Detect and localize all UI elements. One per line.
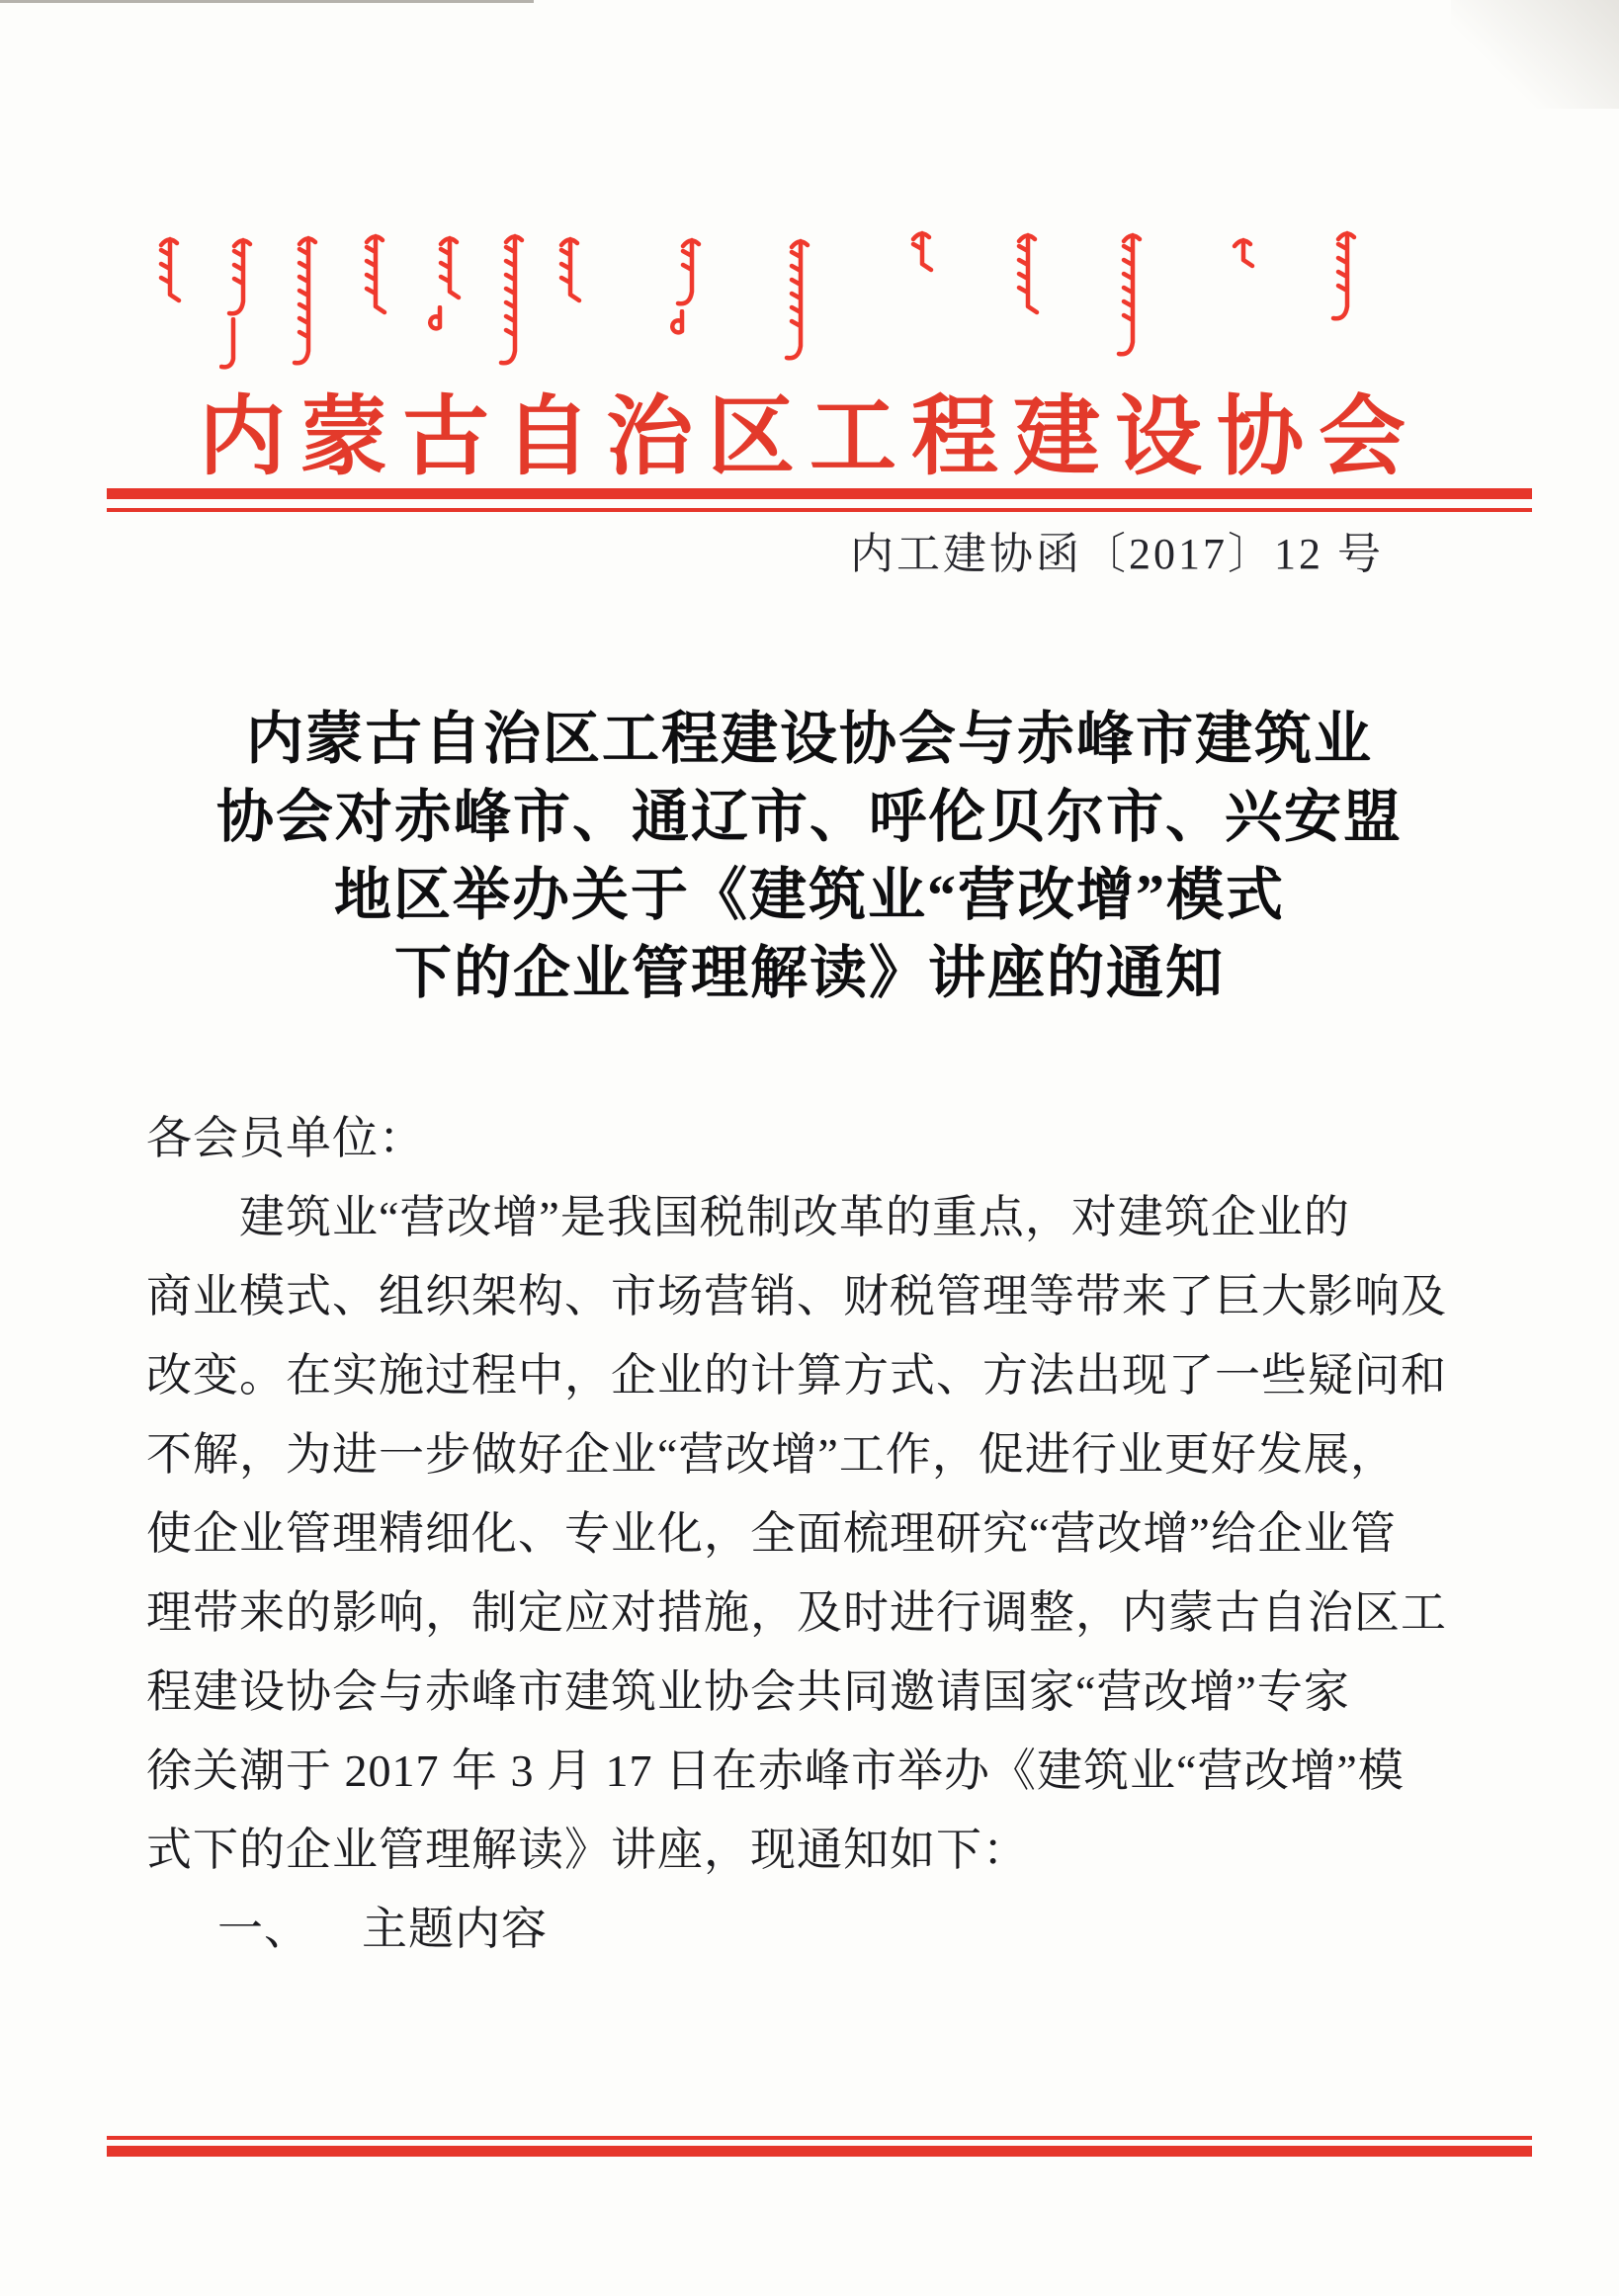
- body-text-line: 理带来的影响，制定应对措施，及时进行调整，内蒙古自治区工: [146, 1587, 1447, 1638]
- header-rule-thick: [107, 488, 1532, 499]
- notice-title: [109, 700, 1510, 1012]
- notice-title-line: 下的企业管理解读》讲座的通知: [393, 941, 1225, 1005]
- section-heading: [146, 1890, 1483, 1969]
- section-number: 一、: [217, 1904, 310, 1954]
- section-title: 主题内容: [362, 1904, 548, 1954]
- mongolian-letter: [153, 233, 187, 322]
- mongolian-letter: [905, 227, 939, 292]
- mongolian-letter: [292, 232, 325, 379]
- body-text-line: 不解，为进一步做好企业“营改增”工作，促进行业更好发展，: [146, 1429, 1397, 1480]
- header-rule-thin: [107, 508, 1532, 512]
- mongolian-letter: [784, 235, 817, 374]
- organization-title: 内蒙古自治区工程建设协会: [198, 390, 1420, 486]
- footer-rule-thin: [107, 2136, 1532, 2140]
- mongolian-letter: [359, 230, 392, 334]
- mongolian-letter: [554, 233, 587, 322]
- notice-title-line: 内蒙古自治区工程建设协会与赤峰市建筑业: [245, 707, 1373, 771]
- notice-body: [146, 1099, 1483, 1969]
- body-text-line: 商业模式、组织架构、市场营销、财税管理等带来了巨大影响及: [146, 1271, 1447, 1321]
- mongolian-script: [0, 0, 1619, 415]
- footer-rule-thick: [107, 2146, 1532, 2157]
- body-text-line: 建筑业“营改增”是我国税制改革的重点，对建筑企业的: [239, 1192, 1350, 1242]
- body-text-line: 徐关潮于 2017 年 3 月 17 日在赤峰市举办《建筑业“营改增”模: [146, 1745, 1405, 1796]
- body-text-line: 改变。在实施过程中，企业的计算方式、方法出现了一些疑问和: [146, 1350, 1447, 1401]
- salutation: 各会员单位：: [146, 1113, 425, 1163]
- mongolian-letter-suffix: [668, 309, 692, 345]
- body-text-line: 式下的企业管理解读》讲座，现通知如下：: [146, 1825, 1029, 1875]
- notice-title-line: 地区举办关于《建筑业“营改增”模式: [333, 863, 1285, 927]
- mongolian-letter-suffix: [219, 317, 243, 373]
- mongolian-letter: [1011, 229, 1045, 334]
- notice-title-line: 协会对赤峰市、通辽市、呼伦贝尔市、兴安盟: [215, 785, 1403, 849]
- mongolian-letter: [1330, 227, 1364, 334]
- mongolian-letter: [498, 230, 532, 379]
- mongolian-letter: [226, 234, 260, 329]
- body-text-line: 程建设协会与赤峰市建筑业协会共同邀请国家“营改增”专家: [146, 1666, 1350, 1717]
- body-text-line: 使企业管理精细化、专业化，全面梳理研究“营改增”给企业管: [146, 1508, 1397, 1559]
- mongolian-letter: [675, 234, 709, 319]
- mongolian-letter: [1227, 234, 1260, 288]
- mongolian-letter-suffix: [426, 305, 450, 341]
- mongolian-letter: [1116, 229, 1150, 370]
- document-number: 内工建协函〔2017〕12 号: [850, 530, 1384, 578]
